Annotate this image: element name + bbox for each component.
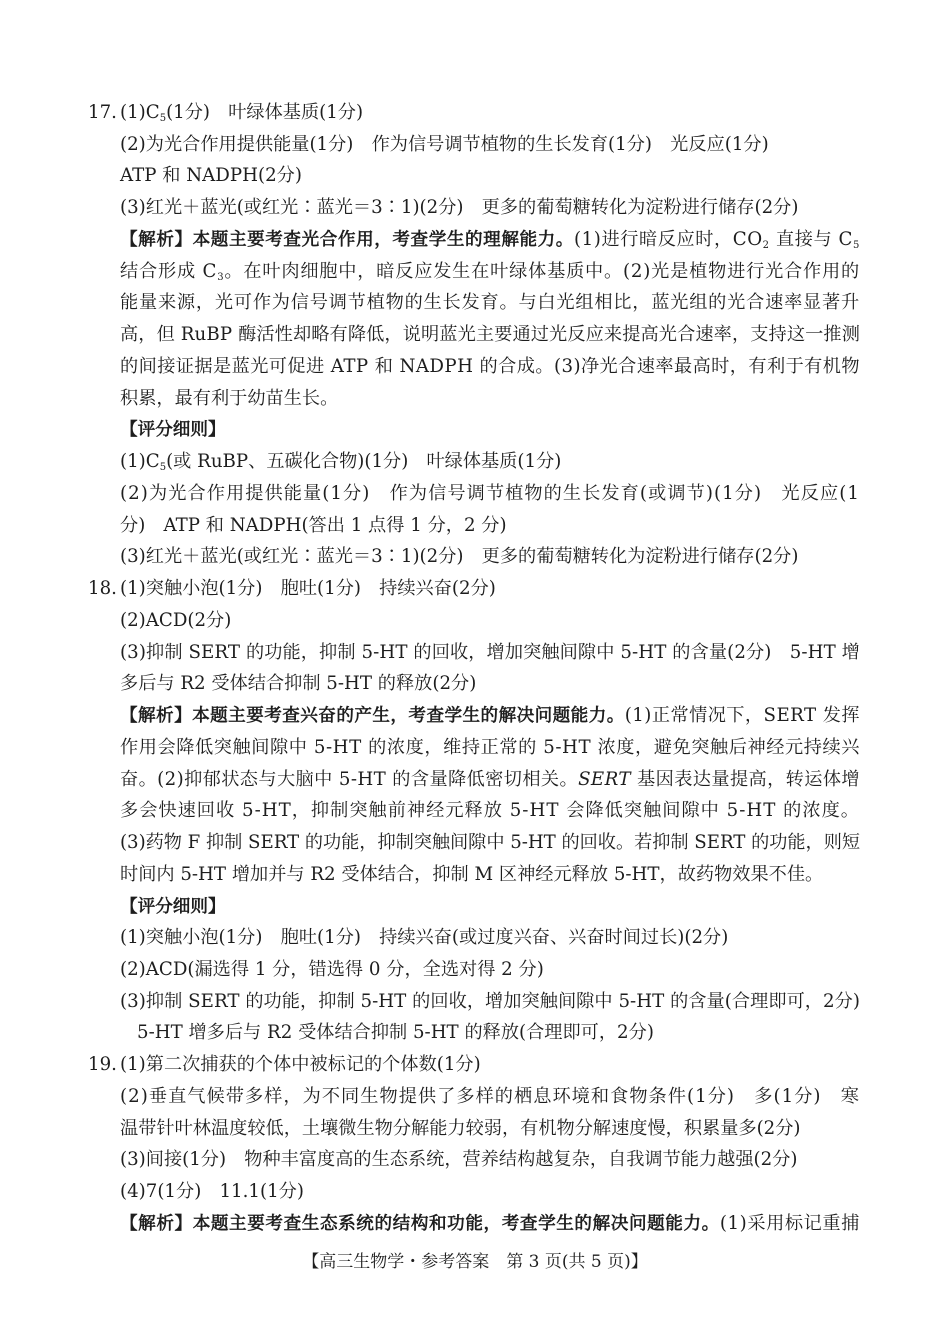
line-text <box>120 130 769 160</box>
bold-heading: 【解析】本题主要考查光合作用，考查学生的理解能力。 <box>120 229 574 250</box>
text-line <box>120 288 860 318</box>
text-segment: 5-HT 增多后与 R2 受体结合抑制 5-HT 的释放(合理即可，2分) <box>137 1022 654 1044</box>
subscript: 2 <box>762 239 770 251</box>
text-segment: (1)第二次捕获的个体中被标记的个体数(1分) <box>120 1054 481 1076</box>
bold-heading: 【解析】本题主要考查兴奋的产生，考查学生的解决问题能力。 <box>120 706 625 727</box>
text-line <box>120 1114 860 1144</box>
text-line <box>120 1177 860 1207</box>
bold-heading: 【评分细则】 <box>120 896 226 917</box>
text-line <box>120 701 860 731</box>
text-segment: (1)C <box>120 102 160 123</box>
text-segment: 高，但 RuBP 酶活性却略有降低，说明蓝光主要通过光反应来提高光合速率，支持这一推测 <box>120 324 860 346</box>
line-text <box>120 288 860 318</box>
text-segment: 积累，最有利于幼苗生长。 <box>120 387 339 409</box>
question-number: 19. <box>88 1054 117 1076</box>
text-segment: 能量来源，光可作为信号调节植物的生长发育。与白光组相比，蓝光组的光合速率显著升 <box>120 292 860 314</box>
line-text <box>120 638 860 668</box>
line-text <box>120 701 860 731</box>
text-line <box>120 733 860 763</box>
subscript: 5 <box>853 239 860 251</box>
line-text <box>120 606 231 636</box>
text-line <box>120 352 860 382</box>
subscript: 5 <box>159 462 167 474</box>
line-text <box>120 987 860 1017</box>
text-line <box>120 193 860 223</box>
line-text <box>120 384 338 414</box>
question-number: 17. <box>88 102 117 123</box>
page-footer: 【高三生物学・参考答案 第 3 页(共 5 页)】 <box>302 1252 648 1272</box>
text-segment: (1)突触小泡(1分) 胞吐(1分) 持续兴奋(或过度兴奋、兴奋时间过长)(2分) <box>120 927 729 949</box>
text-line <box>120 923 860 953</box>
line-text <box>120 415 226 445</box>
line-text <box>120 542 798 572</box>
text-line <box>120 606 860 636</box>
text-line <box>120 161 860 191</box>
text-line <box>120 320 860 350</box>
text-line <box>120 892 860 922</box>
text-line <box>120 828 860 858</box>
line-text <box>120 1209 860 1239</box>
text-line <box>120 955 860 985</box>
text-line <box>120 1209 860 1239</box>
text-segment: 奋。(2)抑郁状态与大脑中 5-HT 的含量降低密切相关。 <box>120 768 579 790</box>
text-segment: (3)间接(1分) 物种丰富度高的生态系统，营养结构越复杂，自我调节能力越强(2分) <box>120 1149 798 1171</box>
text-segment: 作用会降低突触间隙中 5-HT 的浓度，维持正常的 5-HT 浓度，避免突触后神经元持续兴 <box>120 736 860 758</box>
text-segment: 分) ATP 和 NADPH(答出 1 点得 1 分，2 分) <box>120 514 507 536</box>
text-line <box>120 542 860 572</box>
line-text <box>120 892 226 922</box>
text-segment: 的间接证据是蓝光可促进 ATP 和 NADPH 的合成。(3)净光合速率最高时，有利于有机物 <box>120 355 860 377</box>
text-segment: 。在叶肉细胞中，暗反应发生在叶绿体基质中。(2)光是植物进行光合作用的 <box>224 260 860 282</box>
line-text <box>137 1018 654 1048</box>
text-segment: 温带针叶林温度较低，土壤微生物分解能力较弱，有机物分解速度慢，积累量多(2分) <box>120 1117 801 1139</box>
subscript: 3 <box>217 271 225 283</box>
text-segment: ATP 和 NADPH(2分) <box>120 165 302 187</box>
text-line <box>120 860 860 890</box>
text-line <box>88 1050 860 1080</box>
text-segment: 结合形成 C <box>120 260 218 282</box>
text-line <box>120 511 860 541</box>
text-segment: 多会快速回收 5-HT，抑制突触前神经元释放 5-HT 会降低突触间隙中 5-HT 的浓度。 <box>120 800 860 822</box>
line-text <box>120 765 860 795</box>
text-line <box>120 796 860 826</box>
text-segment: 时间内 5-HT 增加并与 R2 受体结合，抑制 M 区神经元释放 5-HT，故药物效果不佳。 <box>120 863 824 885</box>
text-segment: (1)C <box>120 451 160 473</box>
line-text <box>120 1145 797 1175</box>
text-segment: (2)为光合作用提供能量(1分) 作为信号调节植物的生长发育(或调节)(1分) 光反应(1 <box>120 482 860 504</box>
line-text <box>120 733 860 763</box>
line-text <box>120 1177 304 1207</box>
text-line <box>88 98 860 128</box>
text-line <box>120 225 860 255</box>
line-text <box>120 511 507 541</box>
text-line <box>88 574 860 604</box>
line-text <box>120 955 544 985</box>
text-segment: (1)突触小泡(1分) 胞吐(1分) 持续兴奋(2分) <box>120 578 496 600</box>
text-segment: 多后与 R2 受体结合抑制 5-HT 的释放(2分) <box>120 673 477 695</box>
text-segment: (2)ACD(漏选得 1 分，错选得 0 分，全选对得 2 分) <box>120 958 544 980</box>
text-segment: (2)垂直气候带多样，为不同生物提供了多样的栖息环境和食物条件(1分) 多(1分) 寒 <box>120 1085 860 1107</box>
bold-heading: 【解析】本题主要考查生态系统的结构和功能，考查学生的解决问题能力。 <box>120 1213 720 1234</box>
line-text <box>120 479 860 509</box>
line-text <box>120 193 798 223</box>
text-line <box>120 415 860 445</box>
line-text <box>120 352 860 382</box>
line-text <box>120 257 860 287</box>
text-segment: (1分) 叶绿体基质(1分) <box>166 102 364 123</box>
line-text <box>120 860 823 890</box>
text-segment: (3)红光＋蓝光(或红光∶蓝光＝3∶1)(2分) 更多的葡萄糖转化为淀粉进行储存(2分) <box>120 197 799 219</box>
italic-term: SERT <box>578 768 631 790</box>
line-text <box>120 669 476 699</box>
text-segment: (3)药物 F 抑制 SERT 的功能，抑制突触间隙中 5-HT 的回收。若抑制 SERT 的功能，则短 <box>120 832 860 854</box>
line-text <box>120 1082 860 1112</box>
line-text <box>120 320 860 350</box>
text-line <box>120 447 860 477</box>
text-line <box>120 669 860 699</box>
text-segment: (1)进行暗反应时，CO <box>573 228 763 250</box>
text-segment: (1)正常情况下，SERT 发挥 <box>624 705 860 727</box>
line-text <box>120 828 860 858</box>
bold-heading: 【评分细则】 <box>120 420 226 441</box>
text-segment: (3)红光＋蓝光(或红光∶蓝光＝3∶1)(2分) 更多的葡萄糖转化为淀粉进行储存(2分) <box>120 546 799 568</box>
question-number: 18. <box>88 578 117 600</box>
text-segment: (3)抑制 SERT 的功能，抑制 5-HT 的回收，增加突触间隙中 5-HT 的含量(2分) 5-HT 增 <box>120 641 860 663</box>
text-line <box>120 257 860 287</box>
line-text <box>120 923 728 953</box>
text-line <box>120 765 860 795</box>
text-line <box>120 1082 860 1112</box>
line-text <box>120 574 496 604</box>
line-text <box>120 1050 481 1080</box>
text-line <box>120 479 860 509</box>
line-text <box>120 225 860 255</box>
text-line <box>120 1145 860 1175</box>
text-line <box>120 987 860 1017</box>
text-segment: 基因表达量提高，转运体增 <box>630 768 860 790</box>
text-segment: (2)ACD(2分) <box>120 609 232 631</box>
line-text <box>120 796 860 826</box>
subscript: 5 <box>159 113 167 124</box>
text-segment: (4)7(1分) 11.1(1分) <box>120 1181 304 1203</box>
text-line <box>120 638 860 668</box>
text-line <box>137 1018 860 1048</box>
line-text <box>120 1114 801 1144</box>
text-line <box>120 384 860 414</box>
text-segment: (或 RuBP、五碳化合物)(1分) 叶绿体基质(1分) <box>166 451 562 473</box>
line-text <box>120 98 363 128</box>
text-segment: (1)采用标记重捕 <box>719 1212 860 1234</box>
line-text <box>120 447 561 477</box>
line-text <box>120 161 302 191</box>
text-segment: (2)为光合作用提供能量(1分) 作为信号调节植物的生长发育(1分) 光反应(1分) <box>120 133 769 155</box>
text-segment: 直接与 C <box>769 228 854 250</box>
text-segment: (3)抑制 SERT 的功能，抑制 5-HT 的回收，增加突触间隙中 5-HT 的含量(合理即可，2分) <box>120 990 860 1012</box>
text-line <box>120 130 860 160</box>
